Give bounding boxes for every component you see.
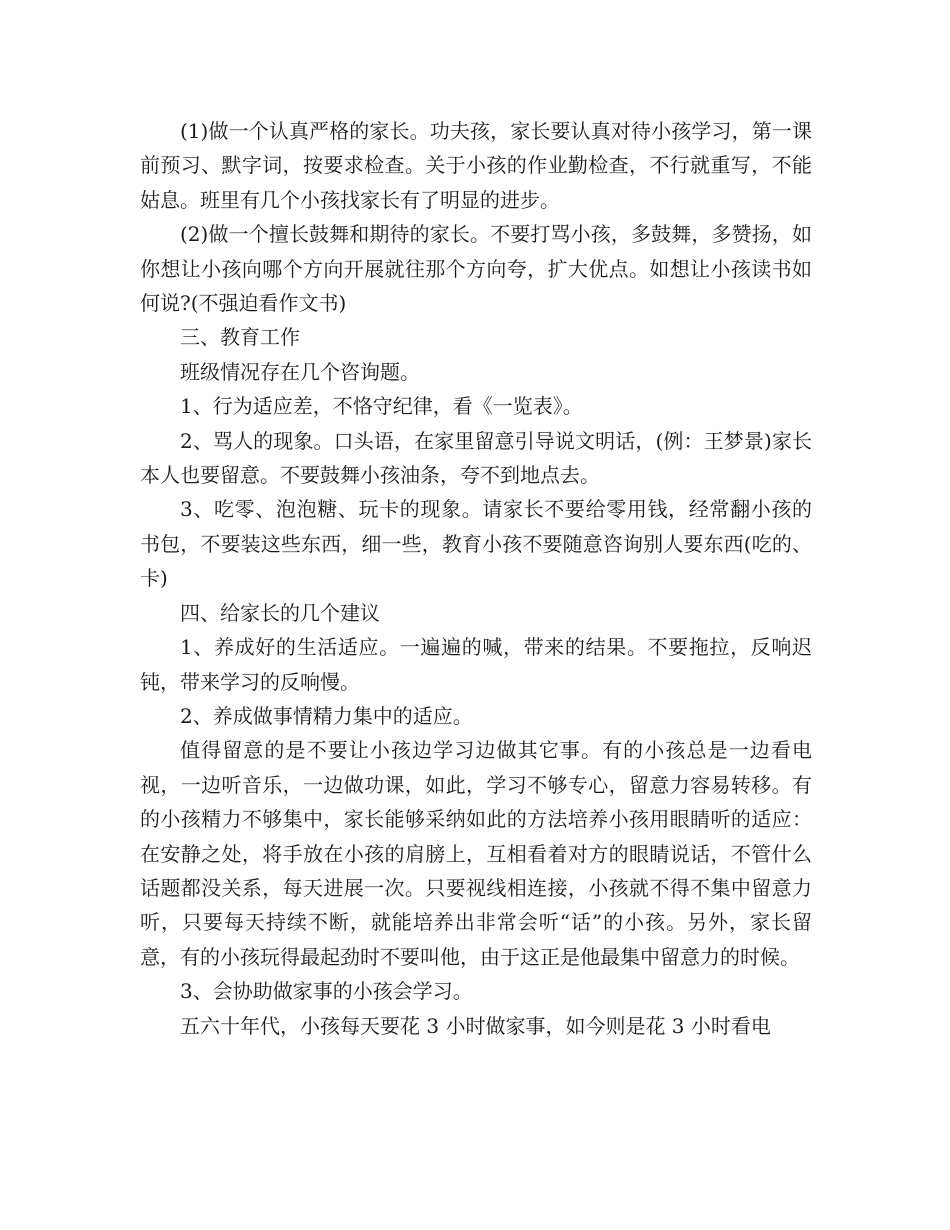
- list-item-swearing: 2、骂人的现象。口头语，在家里留意引导说文明话，(例：王梦景)家长本人也要留意。不要鼓舞小孩油条，夸不到地点去。: [140, 428, 812, 488]
- paragraph-concentration-detail: 值得留意的是不要让小孩边学习边做其它事。有的小孩总是一边看电视，一边听音乐，一边做功课，如此，学习不够专心，留意力容易转移。有的小孩精力不够集中，家长能够采纳如此的方法培养小孩用眼睛听的适应：在安静之处，将手放在小孩的肩膀上，互相看着对方的眼睛说话，不管什么话题都没关系，每天进展一次。只要视线相连接，小孩就不得不集中留意力听，只要每天持续不断，就能培养出非常会听“话”的小孩。另外，家长留意，有的小孩玩得最起劲时不要叫他，由于这正是他最集中留意力的时候。: [140, 738, 812, 969]
- heading-education-work: 三、教育工作: [180, 325, 300, 350]
- list-item-concentration: 2、养成做事情精力集中的适应。: [180, 703, 473, 728]
- list-item-behavior: 1、行为适应差，不恪守纪律，看《一览表》。: [180, 394, 583, 419]
- paragraph-encouraging-parent: (2)做一个擅长鼓舞和期待的家长。不要打骂小孩，多鼓舞，多赞扬，如你想让小孩向哪个方向开展就往那个方向夸，扩大优点。如想让小孩读书如何说?(不强迫看作文书): [140, 222, 812, 316]
- document-body: [140, 114, 812, 1043]
- list-item-snacks: 3、吃零、泡泡糖、玩卡的现象。请家长不要给零用钱，经常翻小孩的书包，不要装这些东西，细一些，教育小孩不要随意咨询别人要东西(吃的、卡): [140, 497, 812, 591]
- list-item-life-habits: 1、养成好的生活适应。一遍遍的喊，带来的结果。不要拖拉，反响迟钝，带来学习的反响慢。: [140, 635, 812, 694]
- paragraph-class-issues: 班级情况存在几个咨询题。: [180, 359, 420, 384]
- paragraph-strict-parent: (1)做一个认真严格的家长。功夫孩，家长要认真对待小孩学习，第一课前预习、默字词，按要求检查。关于小孩的作业勤检查，不行就重写，不能姑息。班里有几个小孩找家长有了明显的进步。: [140, 119, 812, 212]
- paragraph-housework-detail: 五六十年代，小孩每天要花 3 小时做家事，如今则是花 3 小时看电: [180, 1013, 771, 1038]
- list-item-housework: 3、会协助做家事的小孩会学习。: [180, 979, 473, 1004]
- heading-suggestions: 四、给家长的几个建议: [180, 600, 380, 625]
